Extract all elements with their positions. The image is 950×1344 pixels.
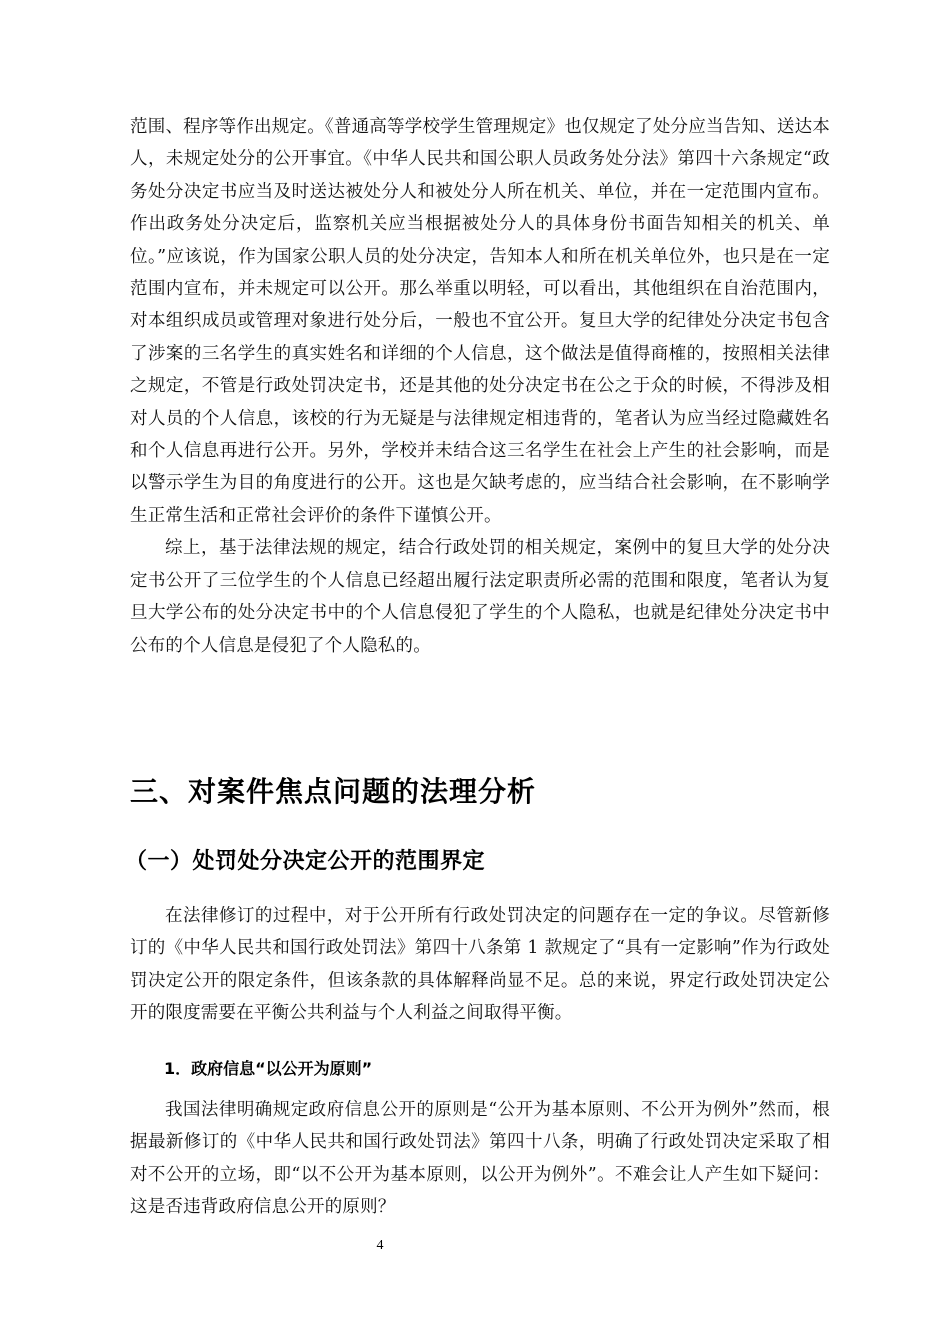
paragraph-scope: 在法律修订的过程中，对于公开所有行政处罚决定的问题存在一定的争议。尽管新修订的《中华人民共和国行政处罚法》第四十八条第 1 款规定了“具有一定影响”作为行政处罚决定公开的限定条件，但该条款的具体解释尚显不足。总的来说，界定行政处罚决定公开的限度需要在平衡公共利益与个人利益之间取得平衡。 bbox=[130, 906, 830, 1024]
subsection-heading: （一）处罚处分决定公开的范围界定 bbox=[125, 849, 486, 874]
section-heading: 三、对案件焦点问题的法理分析 bbox=[130, 775, 537, 808]
paragraph-conclusion: 综上，基于法律法规的规定，结合行政处罚的相关规定，案例中的复旦大学的处分决定书公开了三位学生的个人信息已经超出履行法定职责所必需的范围和限度，笔者认为复旦大学公布的处分决定书中的个人信息侵犯了学生的个人隐私，也就是纪律处分决定书中公布的个人信息是侵犯了个人隐私的。 bbox=[130, 538, 830, 656]
item-heading: 1．政府信息“以公开为原则” bbox=[164, 1059, 373, 1078]
paragraph-continuation: 范围、程序等作出规定。《普通高等学校学生管理规定》也仅规定了处分应当告知、送达本人，未规定处分的公开事宜。《中华人民共和国公职人员政务处分法》第四十六条规定“政务处分决定书应当及时送达被处分人和被处分人所在机关、单位，并在一定范围内宣布。作出政务处分决定后，监察机关应当根据被处分人的具体身份书面告知相关的机关、单位。”应该说，作为国家公职人员的处分决定，告知本人和所在机关单位外，也只是在一定范围内宣布，并未规定可以公开。那么举重以明轻，可以看出，其他组织在自治范围内，对本组织成员或管理对象进行处分后，一般也不宜公开。复旦大学的纪律处分决定书包含了涉案的三名学生的真实姓名和详细的个人信息，这个做法是值得商榷的，按照相关法律之规定，不管是行政处罚决定书，还是其他的处分决定书在公之于众的时候，不得涉及相对人员的个人信息，该校的行为无疑是与法律规定相违背的，笔者认为应当经过隐藏姓名和个人信息再进行公开。另外，学校并未结合这三名学生在社会上产生的社会影响，而是以警示学生为目的角度进行的公开。这也是欠缺考虑的，应当结合社会影响，在不影响学生正常生活和正常社会评价的条件下谨慎公开。 bbox=[130, 117, 830, 526]
page-number: 4 bbox=[376, 1238, 384, 1253]
body-block-subsection bbox=[130, 900, 830, 1030]
body-block-item bbox=[130, 1094, 830, 1224]
paragraph-principle: 我国法律明确规定政府信息公开的原则是“公开为基本原则、不公开为例外”然而，根据最新修订的《中华人民共和国行政处罚法》第四十八条，明确了行政处罚决定采取了相对不公开的立场，即“以不公开为基本原则，以公开为例外”。不难会让人产生如下疑问：这是否违背政府信息公开的原则？ bbox=[130, 1100, 830, 1218]
body-block-top bbox=[130, 111, 830, 662]
